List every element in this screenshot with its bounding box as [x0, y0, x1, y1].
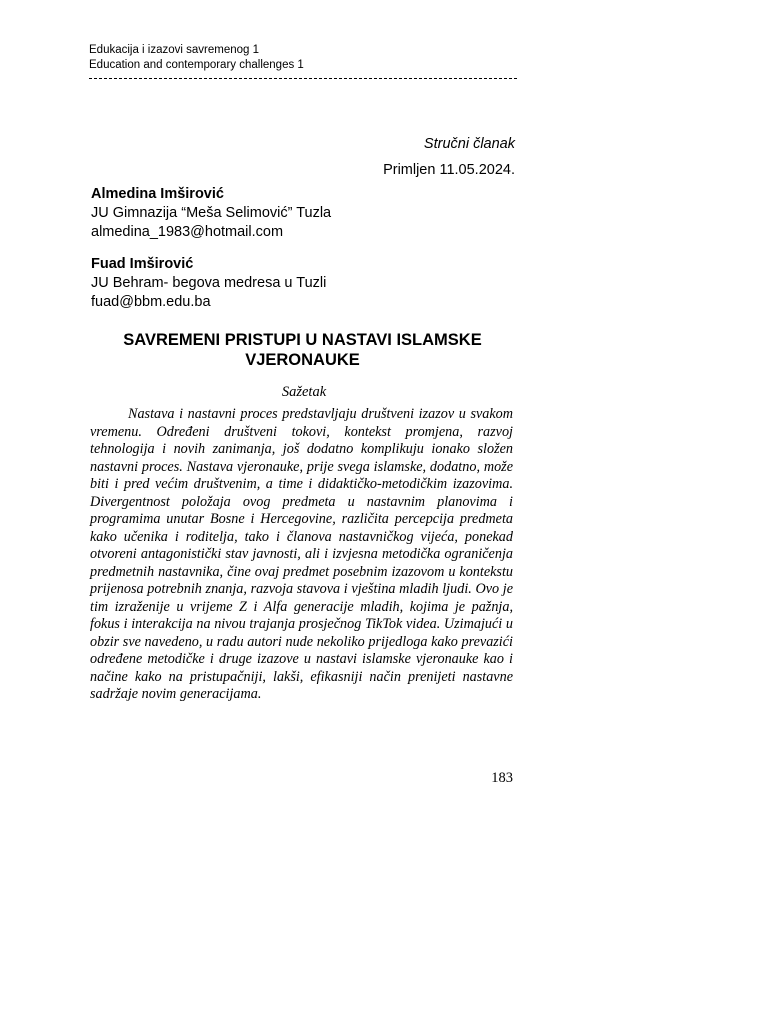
received-date: Primljen 11.05.2024. — [383, 162, 515, 178]
author-email[interactable]: fuad@bbm.edu.ba — [91, 294, 211, 310]
running-head — [89, 43, 517, 73]
abstract-text: Nastava i nastavni proces predstavljaju društveni izazov u svakom vremenu. Određeni društveni tokovi, kontekst promjena, razvoj tehnologija i novih zanimanja, još dodatno komplikuju ionako složen nastavni proces. Nastava vjeronauke, prije svega islamske, dodatno, može biti i pred većim društvenim, a time i didaktičko-metodičkim izazovima. Divergentnost položaja ovog predmeta u nastavnim planovima i programima unutar Bosne i Hercegovine, različita percepcija predmeta kako učenika i roditelja, tako i članova nastavničkog vijeća, ponekad otvoreni antagonistički stav javnosti, ali i izvjesna metodička ograničenja predmetnih nastavnika, čine ovaj predmet posebnim izazovom u kontekstu prijenosa potrebnih znanja, razvoja stavova i vještina mladih ljudi. Ovo je tim izraženije u vrijeme Z i Alfa generacije mladih, kojima je pažnja, fokus i interakcija na nivou trajanja prosječnog TikTok videa. Uzimajući u obzir sve navedeno, u radu autori nude nekoliko prijedloga kako prevazići određene metodičke i druge izazove u nastavi islamske vjeronauke kao i načine kako na pristupačniji, lakši, efikasniji način prenijeti nastavne sadržaje novim generacijama. — [90, 406, 513, 702]
author-email[interactable]: almedina_1983@hotmail.com — [91, 224, 284, 240]
author-block — [91, 255, 326, 312]
page-number: 183 — [491, 770, 513, 786]
author-block — [91, 185, 331, 242]
paper-title: SAVREMENI PRISTUPI U NASTAVI ISLAMSKE VJERONAUKE — [123, 331, 482, 369]
author-institution: JU Behram- begova medresa u Tuzli — [91, 275, 327, 291]
author-institution: JU Gimnazija “Meša Selimović” Tuzla — [91, 205, 332, 221]
article-type: Stručni članak — [423, 136, 515, 152]
header-divider — [89, 78, 517, 79]
running-head-line-2: Education and contemporary challenges 1 — [89, 59, 304, 71]
author-name: Fuad Imširović — [91, 256, 194, 272]
author-name: Almedina Imširović — [91, 186, 224, 202]
abstract-heading: Sažetak — [281, 384, 327, 400]
running-head-line-1: Edukacija i izazovi savremenog 1 — [89, 44, 260, 56]
